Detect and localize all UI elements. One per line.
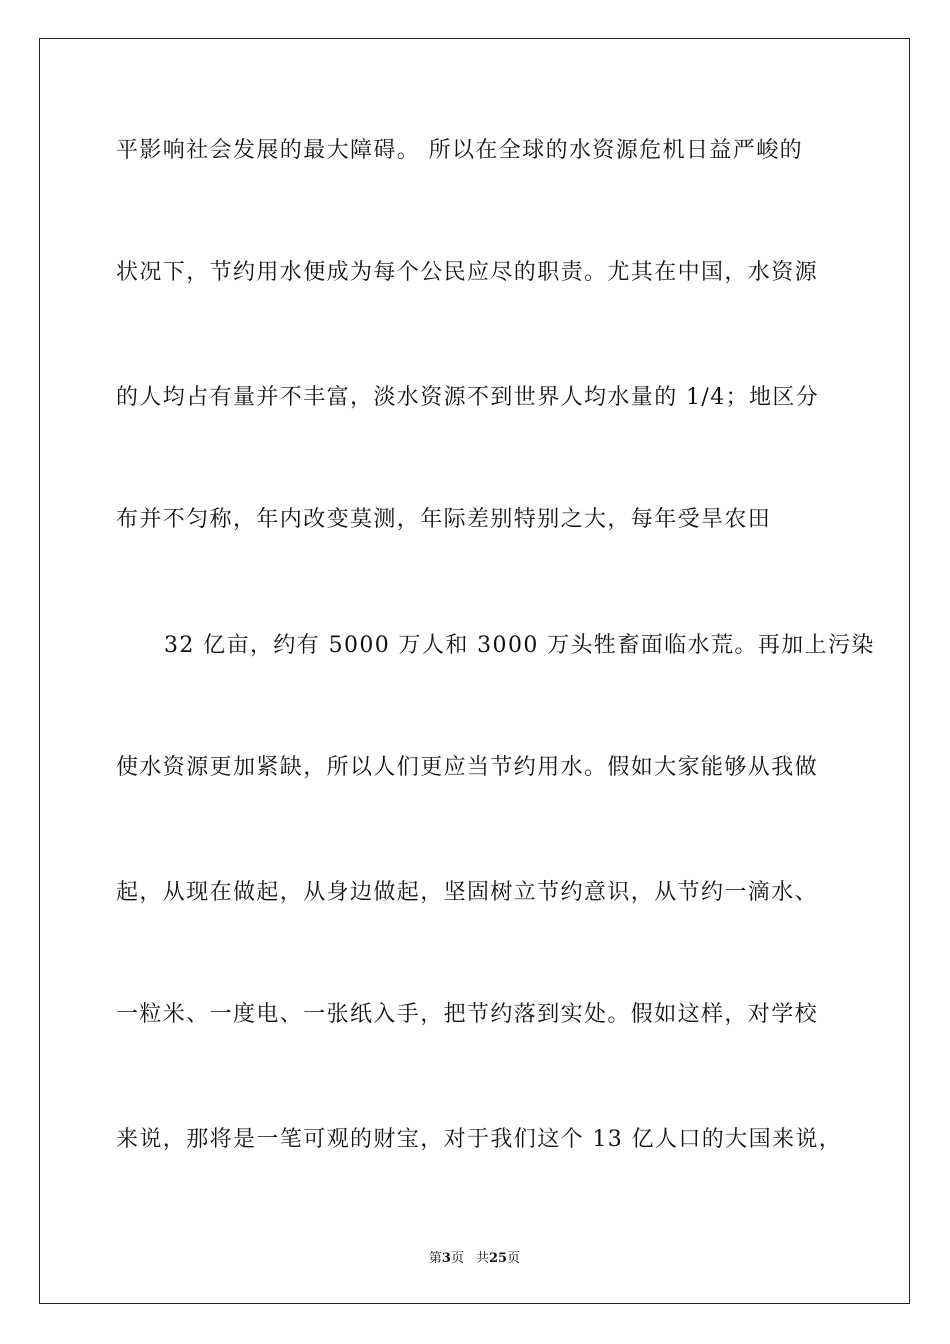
page-suffix: 页: [450, 1251, 464, 1266]
text-line: 使水资源更加紧缺，所以人们更应当节约用水。假如大家能够从我做: [116, 755, 819, 780]
text-line: 起，从现在做起，从身边做起，坚固树立节约意识，从节约一滴水、: [116, 880, 819, 905]
text-line: 的人均占有量并不丰富，淡水资源不到世界人均水量的 1/4；地区分: [116, 385, 820, 410]
text-line: 状况下，节约用水便成为每个公民应尽的职责。尤其在中国，水资源: [116, 260, 819, 285]
total-pages: 25: [488, 1251, 508, 1266]
total-prefix: 共: [475, 1251, 489, 1266]
text-line: 平影响社会发展的最大障碍。 所以在全球的水资源危机日益严峻的: [116, 138, 803, 163]
page-number: 3: [441, 1251, 451, 1266]
text-line: 32 亿亩，约有 5000 万人和 3000 万头牲畜面临水荒。再加上污染: [164, 633, 875, 658]
document-page: [39, 38, 910, 1304]
text-line: 来说，那将是一笔可观的财宝，对于我们这个 13 亿人口的大国来说，: [116, 1127, 843, 1152]
text-line: 布并不匀称，年内改变莫测，年际差别特别之大，每年受旱农田: [116, 507, 772, 532]
page-prefix: 第: [428, 1251, 442, 1266]
text-line: 一粒米、一度电、一张纸入手，把节约落到实处。假如这样，对学校: [116, 1002, 819, 1027]
page-footer: [40, 1247, 909, 1266]
total-suffix: 页: [507, 1251, 521, 1266]
